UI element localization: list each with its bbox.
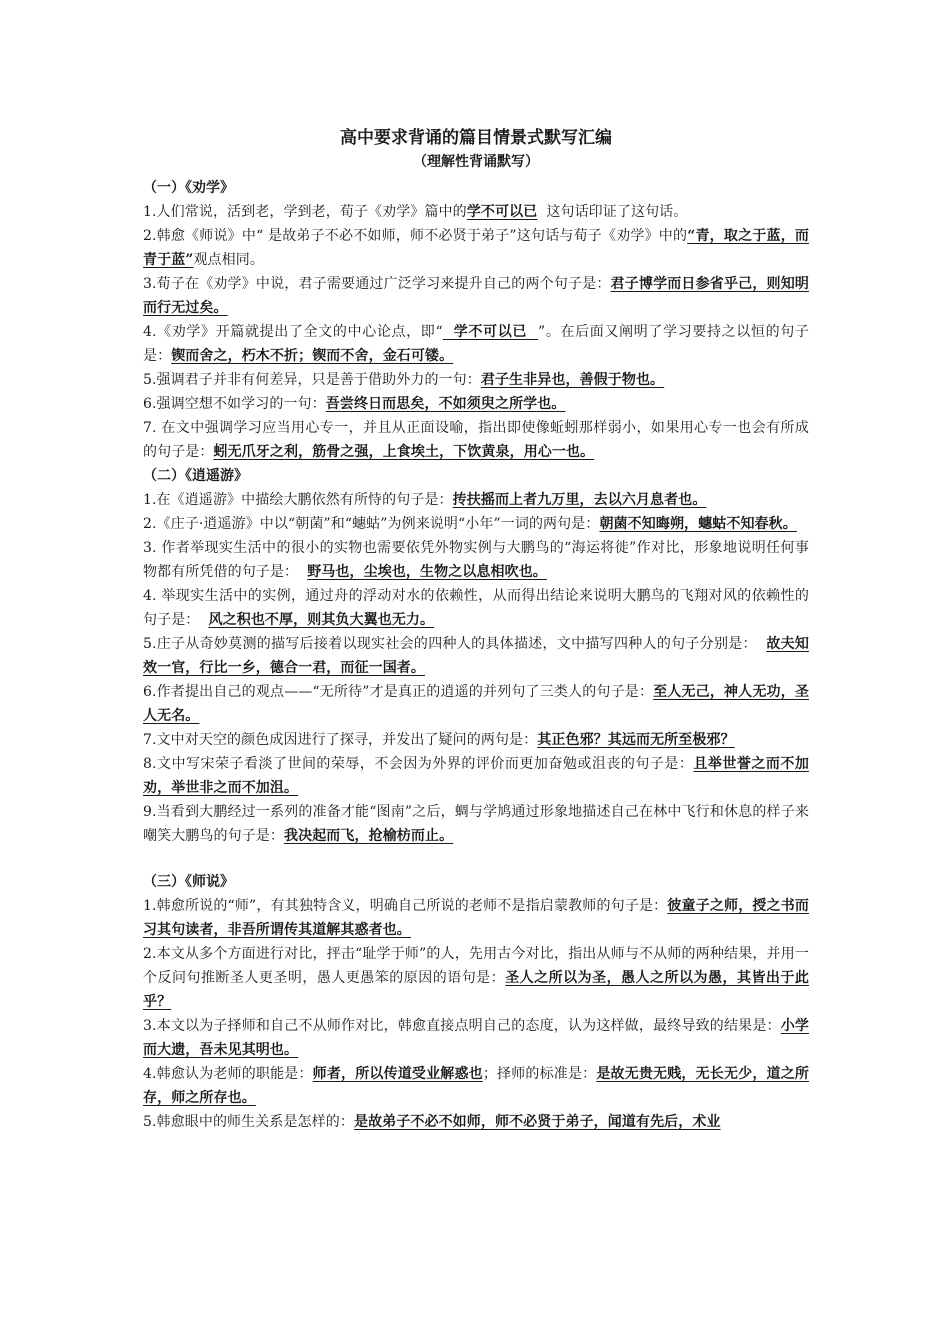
question-text: 5.强调君子并非有何差异，只是善于借助外力的一句： [143, 372, 481, 388]
document-page [143, 126, 809, 1134]
answer-text: 彼童子之师，授之书而习其句读者，非吾所谓传其道解其惑者也。 [143, 898, 809, 938]
question-item [143, 392, 809, 416]
question-text: 3.荀子在《劝学》中说，君子需要通过广泛学习来提升自己的两个句子是： [143, 276, 611, 292]
question-text: 1.人们常说，活到老，学到老，荀子《劝学》篇中的 [143, 204, 467, 220]
answer-text: 蚓无爪牙之利，筋骨之强，上食埃土，下饮黄泉，用心一也。 [213, 444, 595, 460]
answer-text: 风之积也不厚，则其负大翼也无力。 [208, 612, 435, 628]
question-tail: 这句话印证了这句话。 [537, 204, 688, 220]
question-tail: ”。在后面又阐明了学习要持之以恒的句子是： [143, 324, 809, 364]
answer-text: 君子博学而日参省乎己，则知明而行无过矣。 [143, 276, 809, 316]
document-title: 高中要求背诵的篇目情景式默写汇编 [340, 128, 612, 148]
answer-text: 师者，所以传道受业解惑也 [312, 1066, 483, 1082]
question-item [143, 1014, 809, 1062]
question-item [143, 200, 809, 224]
answer-text: 学不可以已 [466, 204, 538, 220]
question-text: 3.本文以为子择师和自己不从师作对比，韩愈直接点明自己的态度，认为这样做，最终导致的结果是： [143, 1018, 781, 1034]
question-item [143, 416, 809, 464]
question-item [143, 512, 809, 536]
question-text: 4. 举现实生活中的实例，通过舟的浮动对水的依赖性，从而得出结论来说明大鹏鸟的飞翔对风的依赖性的句子是： [143, 588, 809, 628]
question-tail: ；择师的标准是： [482, 1066, 597, 1082]
section-heading: （二）《逍遥游》 [143, 468, 248, 484]
section-heading: （三）《师说》 [143, 874, 234, 890]
question-item [143, 942, 809, 1014]
question-text: 9.当看到大鹏经过一系列的准备才能“图南”之后，蜩与学鸠通过形象地描述自己在林中飞行和休息的样子来嘲笑大鹏鸟的句子是： [143, 804, 809, 844]
question-item [143, 368, 809, 392]
answer-text: 至人无己，神人无功，圣人无名。 [143, 684, 809, 724]
question-item [143, 1110, 809, 1134]
question-item [143, 1062, 809, 1110]
question-text: 2.本文从多个方面进行对比，抨击“耻学于师”的人，先用古今对比，指出从师与不从师的两种结果，并用一个反问句推断圣人更圣明，愚人更愚笨的原因的语句是： [143, 946, 809, 986]
question-tail: 观点相同。 [193, 252, 264, 268]
question-text: 3. 作者举现实生活中的很小的实物也需要依凭外物实例与大鹏鸟的“海运将徙”作对比，形象地说明任何事物都有所凭借的句子是： [143, 540, 809, 580]
answer-text: 抟扶摇而上者九万里，去以六月息者也。 [452, 492, 707, 508]
answer-text: 君子生非异也，善假于物也。 [480, 372, 665, 388]
question-text: 4.《劝学》开篇就提出了全文的中心论点，即“ [143, 324, 443, 340]
question-text: 7.文中对天空的颜色成因进行了探寻，并发出了疑问的两句是： [143, 732, 538, 748]
answer-text: “青，取之于蓝，而青于蓝” [143, 228, 809, 268]
question-item [143, 584, 809, 632]
question-item [143, 632, 809, 680]
question-item [143, 320, 809, 368]
question-item [143, 800, 809, 848]
document-subtitle: （理解性背诵默写） [413, 154, 539, 170]
question-text: 4.韩愈认为老师的职能是： [143, 1066, 313, 1082]
question-text: 6.强调空想不如学习的一句： [143, 396, 326, 412]
question-text: 1.在《逍遥游》中描绘大鹏依然有所恃的句子是： [143, 492, 453, 508]
question-text: 8.文中写宋荣子看淡了世间的荣辱，不会因为外界的评价而更加奋勉或沮丧的句子是： [143, 756, 694, 772]
answer-text: 朝菌不知晦朔，蟪蛄不知春秋。 [599, 516, 797, 532]
sections-container [143, 176, 809, 1134]
question-text: 6.作者提出自己的观点——“无所待”才是真正的逍遥的并列句了三类人的句子是： [143, 684, 654, 700]
question-item [143, 272, 809, 320]
question-text: 5.韩愈眼中的师生关系是怎样的： [143, 1114, 354, 1130]
question-text: 5.庄子从奇妙莫测的描写后接着以现实社会的四种人的具体描述，文中描写四种人的句子分别是： [143, 636, 767, 652]
question-item [143, 536, 809, 584]
answer-text-2: 锲而舍之，朽木不折；锲而不舍，金石可镂。 [171, 348, 454, 364]
question-text: 2.韩愈《师说》中“ 是故弟子不必不如师，师不必贤于弟子”这句话与荀子《劝学》中的 [143, 228, 688, 244]
question-item [143, 752, 809, 800]
answer-text-2: 是故无贵无贱，无长无少，道之所存，师之所存也。 [143, 1066, 809, 1106]
question-text: 1.韩愈所说的“师”，有其独特含义，明确自己所说的老师不是指启蒙教师的句子是： [143, 898, 668, 914]
answer-text: 其正色邪？其远而无所至极邪？ [537, 732, 735, 748]
answer-text: 故夫知效一官，行比一乡，德合一君，而征一国者。 [143, 636, 809, 676]
question-item [143, 224, 809, 272]
answer-text: 圣人之所以为圣，愚人之所以为愚，其皆出于此乎？ [143, 970, 809, 1010]
answer-text: 我决起而飞，抢榆枋而止。 [284, 828, 454, 844]
answer-text: 学不可以已 [442, 324, 539, 340]
question-item [143, 488, 809, 512]
answer-text: 吾尝终日而思矣，不如须臾之所学也。 [325, 396, 566, 412]
answer-text: 是故弟子不必不如师，师不必贤于弟子，闻道有先后，术业 [353, 1114, 721, 1130]
answer-text: 小学而大遗，吾未见其明也。 [143, 1018, 809, 1058]
question-item [143, 680, 809, 728]
question-item [143, 728, 809, 752]
question-text: 7. 在文中强调学习应当用心专一，并且从正面设喻，指出即使像蚯蚓那样弱小，如果用心专一也会有所成的句子是： [143, 420, 809, 460]
answer-text: 野马也，尘埃也，生物之以息相吹也。 [307, 564, 547, 580]
question-text: 2.《庄子·逍遥游》中以“朝菌”和“蟪蛄”为例来说明“小年”一词的两句是： [143, 516, 600, 532]
section-heading: （一）《劝学》 [143, 180, 234, 196]
answer-text: 且举世誉之而不加劝，举世非之而不加沮。 [143, 756, 809, 796]
question-item [143, 894, 809, 942]
